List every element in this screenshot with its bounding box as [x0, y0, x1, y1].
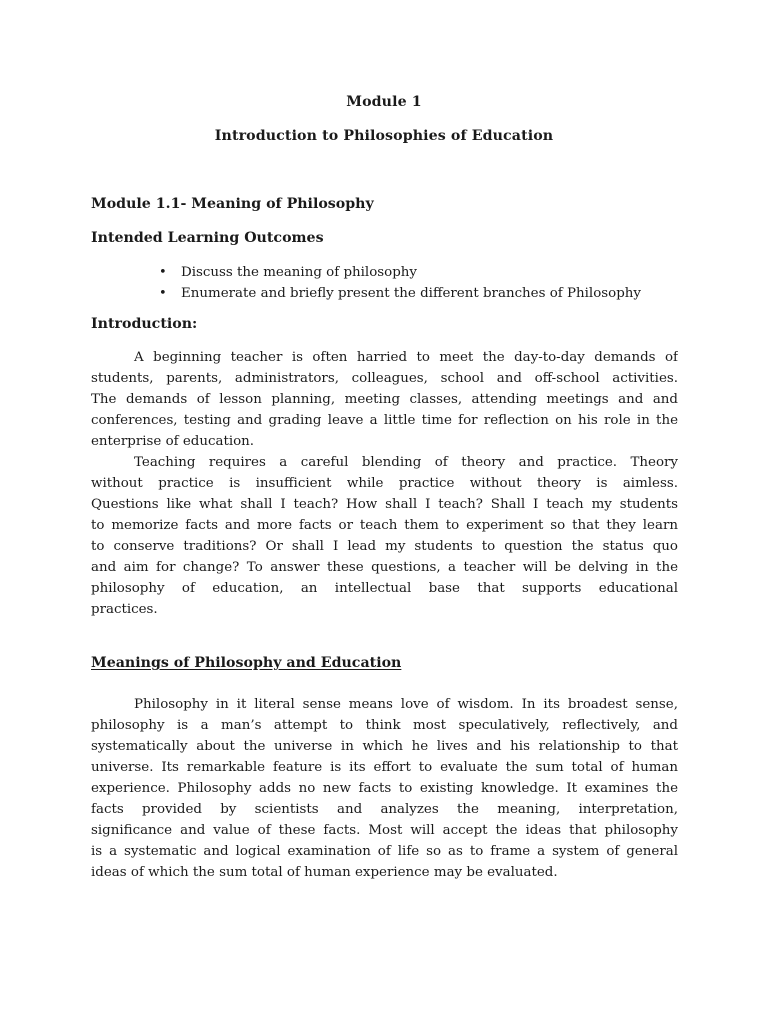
paragraph-line: A beginning teacher is often harried to meet the day-to-day demands of: [134, 350, 678, 365]
bullet-icon: •: [159, 286, 167, 301]
intro-paragraph-2: [91, 452, 678, 620]
paragraph-line: universe. Its remarkable feature is its effort to evaluate the sum total of human: [91, 760, 678, 775]
paragraph-line: ideas of which the sum total of human experience may be evaluated.: [91, 865, 558, 880]
outcome-text: Enumerate and briefly present the different branches of Philosophy: [181, 286, 641, 301]
paragraph-line: practices.: [91, 602, 158, 617]
module-title: Introduction to Philosophies of Education: [214, 128, 554, 144]
meanings-heading: Meanings of Philosophy and Education: [91, 655, 402, 671]
paragraph-line: is a systematic and logical examination of life so as to frame a system of general: [91, 844, 678, 859]
meanings-paragraph: [91, 694, 678, 883]
intro-paragraph-1: [91, 347, 678, 452]
outcome-text: Discuss the meaning of philosophy: [181, 265, 417, 280]
paragraph-line: enterprise of education.: [91, 434, 255, 449]
paragraph-line: Philosophy in it literal sense means love of wisdom. In its broadest sense,: [134, 697, 678, 712]
paragraph-line: Questions like what shall I teach? How shall I teach? Shall I teach my students: [91, 497, 678, 512]
list-item: [156, 262, 641, 283]
paragraph-line: without practice is insufficient while practice without theory is aimless.: [91, 476, 678, 491]
bullet-icon: •: [159, 265, 167, 280]
paragraph-line: to memorize facts and more facts or teach them to experiment so that they learn: [91, 518, 678, 533]
paragraph-line: systematically about the universe in which he lives and his relationship to that: [91, 739, 678, 754]
outcomes-list: [156, 262, 641, 304]
paragraph-line: significance and value of these facts. Most will accept the ideas that philosophy: [91, 823, 678, 838]
paragraph-line: to conserve traditions? Or shall I lead my students to question the status quo: [91, 539, 678, 554]
paragraph-line: and aim for change? To answer these questions, a teacher will be delving in the: [91, 560, 678, 575]
paragraph-line: philosophy is a man’s attempt to think most speculatively, reflectively, and: [91, 718, 678, 733]
list-item: [156, 283, 641, 304]
paragraph-line: philosophy of education, an intellectual base that supports educational: [91, 581, 678, 596]
module-number: Module 1: [346, 94, 422, 110]
paragraph-line: The demands of lesson planning, meeting classes, attending meetings and and: [91, 392, 678, 407]
paragraph-line: students, parents, administrators, colleagues, school and off-school activities.: [91, 371, 678, 386]
paragraph-line: experience. Philosophy adds no new facts to existing knowledge. It examines the: [91, 781, 678, 796]
outcomes-heading: Intended Learning Outcomes: [91, 230, 324, 246]
paragraph-line: conferences, testing and grading leave a little time for reflection on his role in the: [91, 413, 678, 428]
introduction-heading: Introduction:: [91, 316, 198, 332]
paragraph-line: Teaching requires a careful blending of theory and practice. Theory: [134, 455, 678, 470]
section-title: Module 1.1- Meaning of Philosophy: [91, 196, 374, 212]
paragraph-line: facts provided by scientists and analyzes the meaning, interpretation,: [91, 802, 678, 817]
